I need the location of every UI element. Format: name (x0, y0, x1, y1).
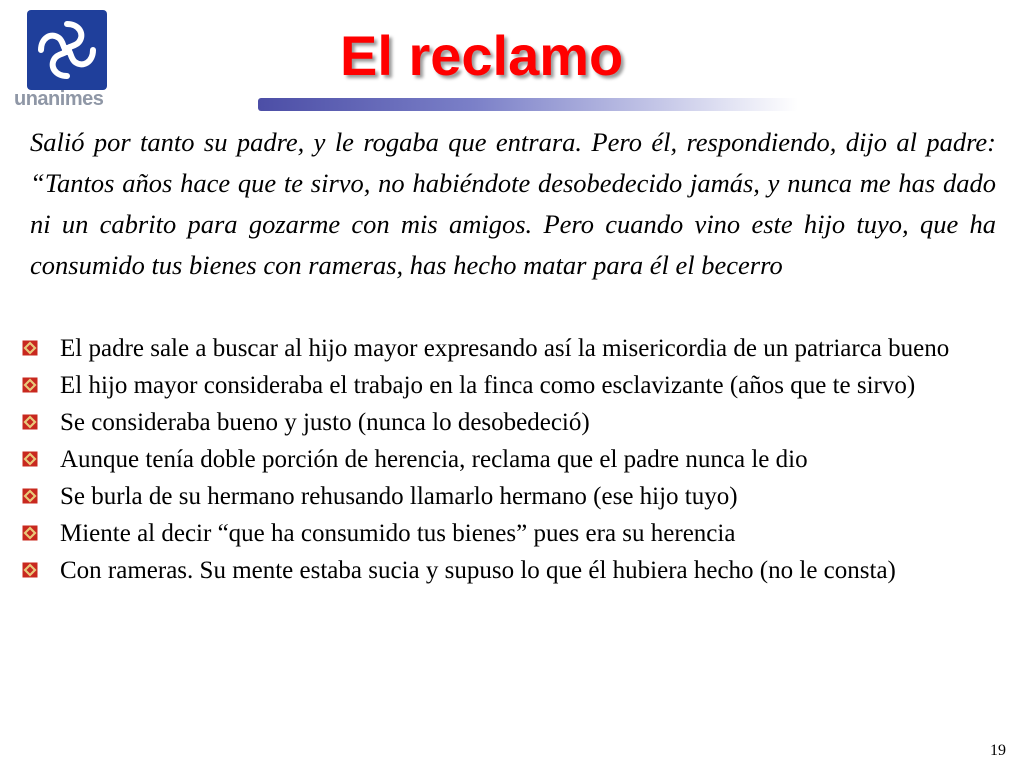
bullet-item (22, 367, 972, 404)
diamond-bullet-icon (22, 488, 38, 504)
bullet-item (22, 404, 972, 441)
unanimes-logo-icon (27, 10, 107, 90)
bullet-text: Con rameras. Su mente estaba sucia y supuso lo que él hubiera hecho (no le consta) (60, 557, 896, 584)
slide-title: El reclamo (340, 24, 624, 87)
bullet-list (22, 330, 972, 589)
bullet-text: Miente al decir “que ha consumido tus bienes” pues era su herencia (60, 520, 736, 547)
bullet-text: El hijo mayor consideraba el trabajo en la finca como esclavizante (años que te sirvo) (60, 372, 916, 399)
logo-wordmark: unanimes (14, 88, 104, 110)
bullet-text: Se burla de su hermano rehusando llamarlo hermano (ese hijo tuyo) (60, 483, 738, 510)
bullet-item (22, 515, 972, 552)
bullet-text: Se consideraba bueno y justo (nunca lo desobedeció) (60, 409, 590, 436)
page-number: 19 (990, 742, 1006, 759)
bullet-item (22, 330, 972, 367)
scripture-quote: Salió por tanto su padre, y le rogaba que entrara. Pero él, respondiendo, dijo al padre: “Tantos años hace que te sirvo, no habiéndote desobedecido jamás, y nunca me has dado ni un cabrito para gozarme con mis amigos. Pero cuando vino este hijo tuyo, que ha consumido tus bienes con rameras, has hecho matar para él el becerro (30, 127, 996, 280)
bullet-text: El padre sale a buscar al hijo mayor expresando así la misericordia de un patriarca bueno (60, 335, 950, 362)
bullet-text: Aunque tenía doble porción de herencia, reclama que el padre nunca le dio (60, 446, 808, 473)
bullet-item (22, 478, 972, 515)
diamond-bullet-icon (22, 414, 38, 430)
diamond-bullet-icon (22, 340, 38, 356)
diamond-bullet-icon (22, 562, 38, 578)
diamond-bullet-icon (22, 451, 38, 467)
bullet-item (22, 552, 972, 589)
bullet-item (22, 441, 972, 478)
title-underline-bar (258, 98, 798, 111)
diamond-bullet-icon (22, 377, 38, 393)
diamond-bullet-icon (22, 525, 38, 541)
unanimes-logo (14, 10, 120, 110)
